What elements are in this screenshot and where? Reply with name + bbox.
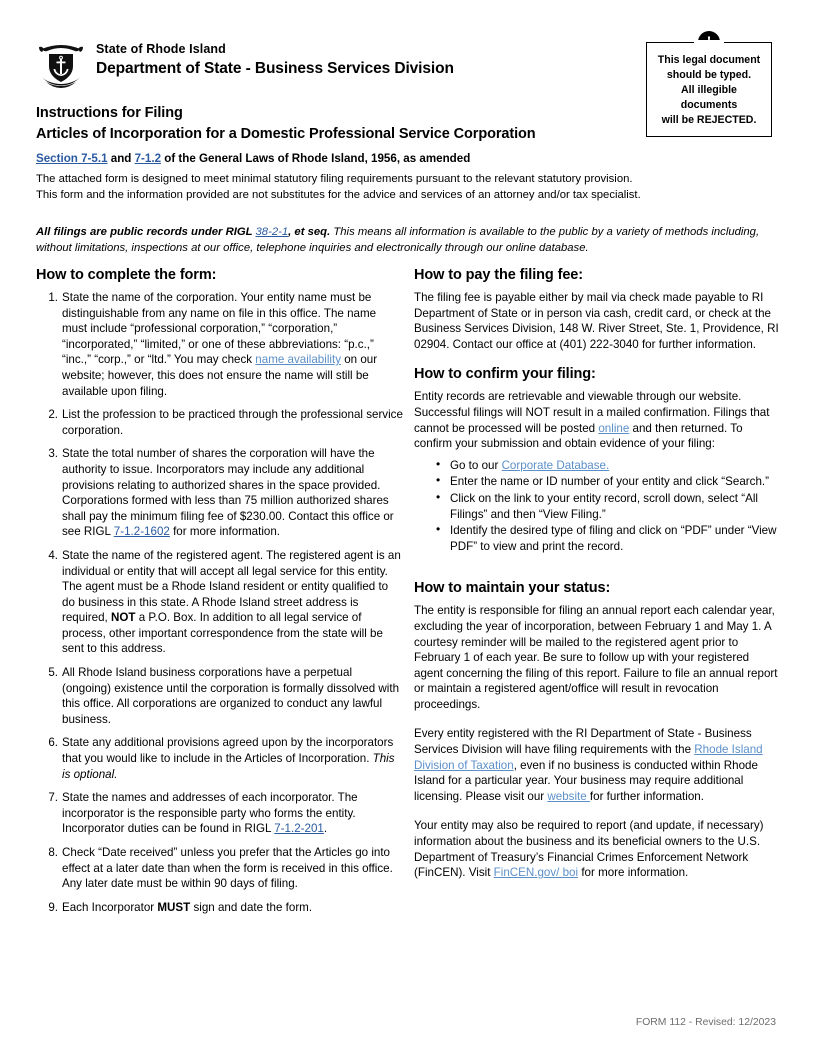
confirm-body-b: and then returned. To confirm your submission and obtain evidence of your filing: bbox=[414, 421, 743, 451]
rigl-7-1-2-201-link[interactable]: 7-1.2-201 bbox=[274, 822, 324, 836]
how-to-confirm-body bbox=[414, 389, 780, 451]
item-4-emphasis-not: NOT bbox=[110, 611, 136, 625]
agency-name-block bbox=[96, 38, 454, 79]
notice-line: will be REJECTED. bbox=[661, 114, 757, 126]
rigl-7-1-2-1602-link[interactable]: 7-1.2-1602 bbox=[113, 525, 170, 539]
item-3-post: for more information. bbox=[169, 525, 281, 539]
list-item bbox=[36, 790, 404, 837]
rhode-island-state-seal-icon bbox=[36, 40, 86, 88]
bullet-3-text: Click on the link to your entity record, scroll down, select “All Filings” and then “View Filing.” bbox=[450, 491, 758, 521]
page-title bbox=[36, 104, 676, 144]
list-item bbox=[436, 458, 780, 474]
item-6-a: State any additional provisions agreed upon by the incorporators that you would like to include in the Articles of Incorporation. bbox=[62, 736, 394, 766]
public-note-bold-post: , et seq. bbox=[288, 226, 331, 238]
item-4-b: a P.O. Box. In addition to all legal service of process, other important correspondence from the state will be sent to this address. bbox=[62, 611, 383, 656]
maintain-p2-a: Every entity registered with the RI Department of State - Business Services Division will have filing requirements with the bbox=[414, 727, 752, 757]
title-line-2: Articles of Incorporation for a Domestic Professional Service Corporation bbox=[36, 126, 536, 142]
list-item bbox=[36, 845, 404, 892]
public-records-note bbox=[36, 224, 776, 256]
exclamation-circle-icon: ! bbox=[698, 31, 720, 53]
list-item bbox=[36, 290, 404, 399]
item-2-text: List the profession to be practiced through the professional service corporation. bbox=[62, 408, 403, 437]
statute-conjunction: and bbox=[107, 152, 135, 165]
item-9-a: Each Incorporator bbox=[62, 900, 158, 914]
website-link[interactable]: website bbox=[547, 789, 590, 803]
maintain-p2-b: , even if no business is conducted within Rhode Island for a particular year. Your business may require additional licensing. Please visit our bbox=[414, 758, 758, 803]
list-item bbox=[436, 491, 780, 522]
right-column bbox=[414, 267, 780, 895]
how-to-pay-heading: How to pay the filing fee: bbox=[414, 267, 583, 283]
notice-line: should be typed. bbox=[666, 69, 752, 81]
statute-link-7-5-1[interactable]: Section 7-5.1 bbox=[36, 152, 108, 165]
notice-line: documents bbox=[680, 99, 738, 111]
online-link[interactable]: online bbox=[598, 421, 630, 435]
maintain-p2-c: for further information. bbox=[589, 789, 704, 803]
item-9-emphasis-must: MUST bbox=[157, 900, 191, 914]
item-7-b: . bbox=[323, 822, 328, 836]
list-item bbox=[36, 446, 404, 540]
maintain-paragraph-2 bbox=[414, 726, 780, 804]
how-to-complete-heading: How to complete the form: bbox=[36, 267, 217, 283]
ri-division-of-taxation-link[interactable]: Rhode Island Division of Taxation bbox=[414, 743, 763, 772]
item-9-b: sign and date the form. bbox=[190, 900, 313, 914]
maintain-p3-b: for more information. bbox=[578, 866, 689, 880]
form-footer: FORM 112 - Revised: 12/2023 bbox=[635, 1017, 776, 1028]
item-1-pre: State the name of the corporation. Your entity name must be distinguishable from any name on file in this office. The name must include “professional corporation,” “corporation,” “incorporated,” “limited,” or one of these abbreviations: “p.c.,” “inc.,” “corp.,” or “ltd.” You may check bbox=[62, 291, 377, 367]
list-item bbox=[36, 665, 404, 727]
state-name: State of Rhode Island bbox=[96, 42, 226, 56]
list-item bbox=[36, 900, 404, 916]
department-name: Department of State - Business Services Division bbox=[96, 60, 454, 77]
item-8-text: Check “Date received” unless you prefer that the Articles go into effect at a later date than when the form is received in this office. Any later date must be within 90 days of filing. bbox=[62, 846, 393, 891]
item-5-text: All Rhode Island business corporations have a perpetual (ongoing) existence until the corporation is formally dissolved with this office. All corporations are organized to conduct any lawful business. bbox=[62, 666, 400, 726]
public-note-rest: This means all information is available to the public by a variety of methods including, without limitations, inspections at our office, telephone inquiries and electronically through our online database. bbox=[36, 226, 760, 254]
notice-line: This legal document bbox=[657, 54, 761, 66]
maintain-p3-a: Your entity may also be required to report (and update, if necessary) information about the business and its beneficial owners to the U.S. Department of Treasury’s Financial Crimes Enforcement Network (FinCEN). Visit bbox=[414, 819, 764, 880]
item-4-a: State the name of the registered agent. The registered agent is an individual or entity that will accept all legal service for this entity. The agent must be a Rhode Island resident or entity qualified to do business in this state. A Rhode Island street address is required, bbox=[62, 548, 401, 625]
public-note-bold-pre: All filings are public records under RIGL bbox=[36, 226, 256, 238]
confirm-body-a: Entity records are retrievable and viewable through our website. Successful filings will NOT result in a mailed confirmation. Filings that cannot be processed will be posted bbox=[414, 390, 770, 435]
intro-paragraph bbox=[36, 172, 776, 203]
bullet-4-text: Identify the desired type of filing and click on “PDF” under “View PDF” to view and print the record. bbox=[450, 524, 777, 553]
fincen-boi-link[interactable]: FinCEN.gov/ boi bbox=[493, 866, 579, 880]
list-item bbox=[36, 735, 404, 782]
item-6-italic: This is optional. bbox=[62, 752, 395, 781]
item-7-a: State the names and addresses of each incorporator. The incorporator is the responsible party who forms the entity. Incorporator duties can be found in RIGL bbox=[62, 791, 358, 836]
notice-line: All illegible bbox=[681, 84, 737, 96]
title-line-1: Instructions for Filing bbox=[36, 105, 183, 121]
name-availability-link[interactable]: name availability bbox=[255, 353, 342, 367]
statute-reference bbox=[36, 151, 776, 166]
item-1-post: on our website; however, this does not ensure the name will still be available upon filing. bbox=[62, 353, 378, 398]
document-header bbox=[36, 38, 636, 88]
rigl-38-2-1-link[interactable]: 38-2-1 bbox=[255, 226, 289, 238]
item-3-pre: State the total number of shares the corporation will have the authority to issue. Incorporators may include any additional provisions relating to authorized shares in the space provided. Corporations formed with less than 75 million authorized shares shall pay the minimum filing fee of $230.00. Contact this office or see RIGL bbox=[62, 447, 394, 539]
bullet-1-pre: Go to our bbox=[450, 458, 502, 472]
list-item bbox=[36, 407, 404, 438]
maintain-paragraph-1: The entity is responsible for filing an annual report each calendar year, excluding the year of incorporation, between February 1 and May 1. A courtesy reminder will be mailed to the registered agent prior to February 1 of each year. Be sure to follow up with your registered agent concerning the filing of this report. Failure to file an annual report or maintain a registered agent/office will result in revocation proceedings. bbox=[414, 604, 778, 711]
instruction-list bbox=[36, 290, 404, 915]
statute-tail: of the General Laws of Rhode Island, 1956, as amended bbox=[161, 152, 471, 165]
how-to-pay-body: The filing fee is payable either by mail via check made payable to RI Department of State or in person via cash, credit card, or check at the Business Services Division, 148 W. River Street, Ste. 1, Providence, RI 02904. Contact our office at (401) 222-3040 for further information. bbox=[414, 291, 779, 351]
bullet-2-text: Enter the name or ID number of your entity and click “Search.” bbox=[450, 475, 769, 489]
intro-line-2: This form and the information provided are not substitutes for the advice and services of an attorney and/or tax specialist. bbox=[36, 188, 641, 201]
how-to-confirm-heading: How to confirm your filing: bbox=[414, 366, 596, 383]
maintain-paragraph-3 bbox=[414, 818, 780, 880]
list-item bbox=[436, 474, 780, 490]
left-column bbox=[36, 267, 404, 923]
how-to-maintain-heading: How to maintain your status: bbox=[414, 580, 611, 597]
corporate-database-link[interactable]: Corporate Database. bbox=[501, 458, 610, 472]
list-item bbox=[36, 548, 404, 657]
list-item bbox=[436, 523, 780, 554]
statute-link-7-1-2[interactable]: 7-1.2 bbox=[134, 152, 162, 165]
intro-line-1: The attached form is designed to meet minimal statutory filing requirements pursuant to the relevant statutory provision. bbox=[36, 173, 633, 185]
confirm-steps-list bbox=[414, 458, 780, 555]
